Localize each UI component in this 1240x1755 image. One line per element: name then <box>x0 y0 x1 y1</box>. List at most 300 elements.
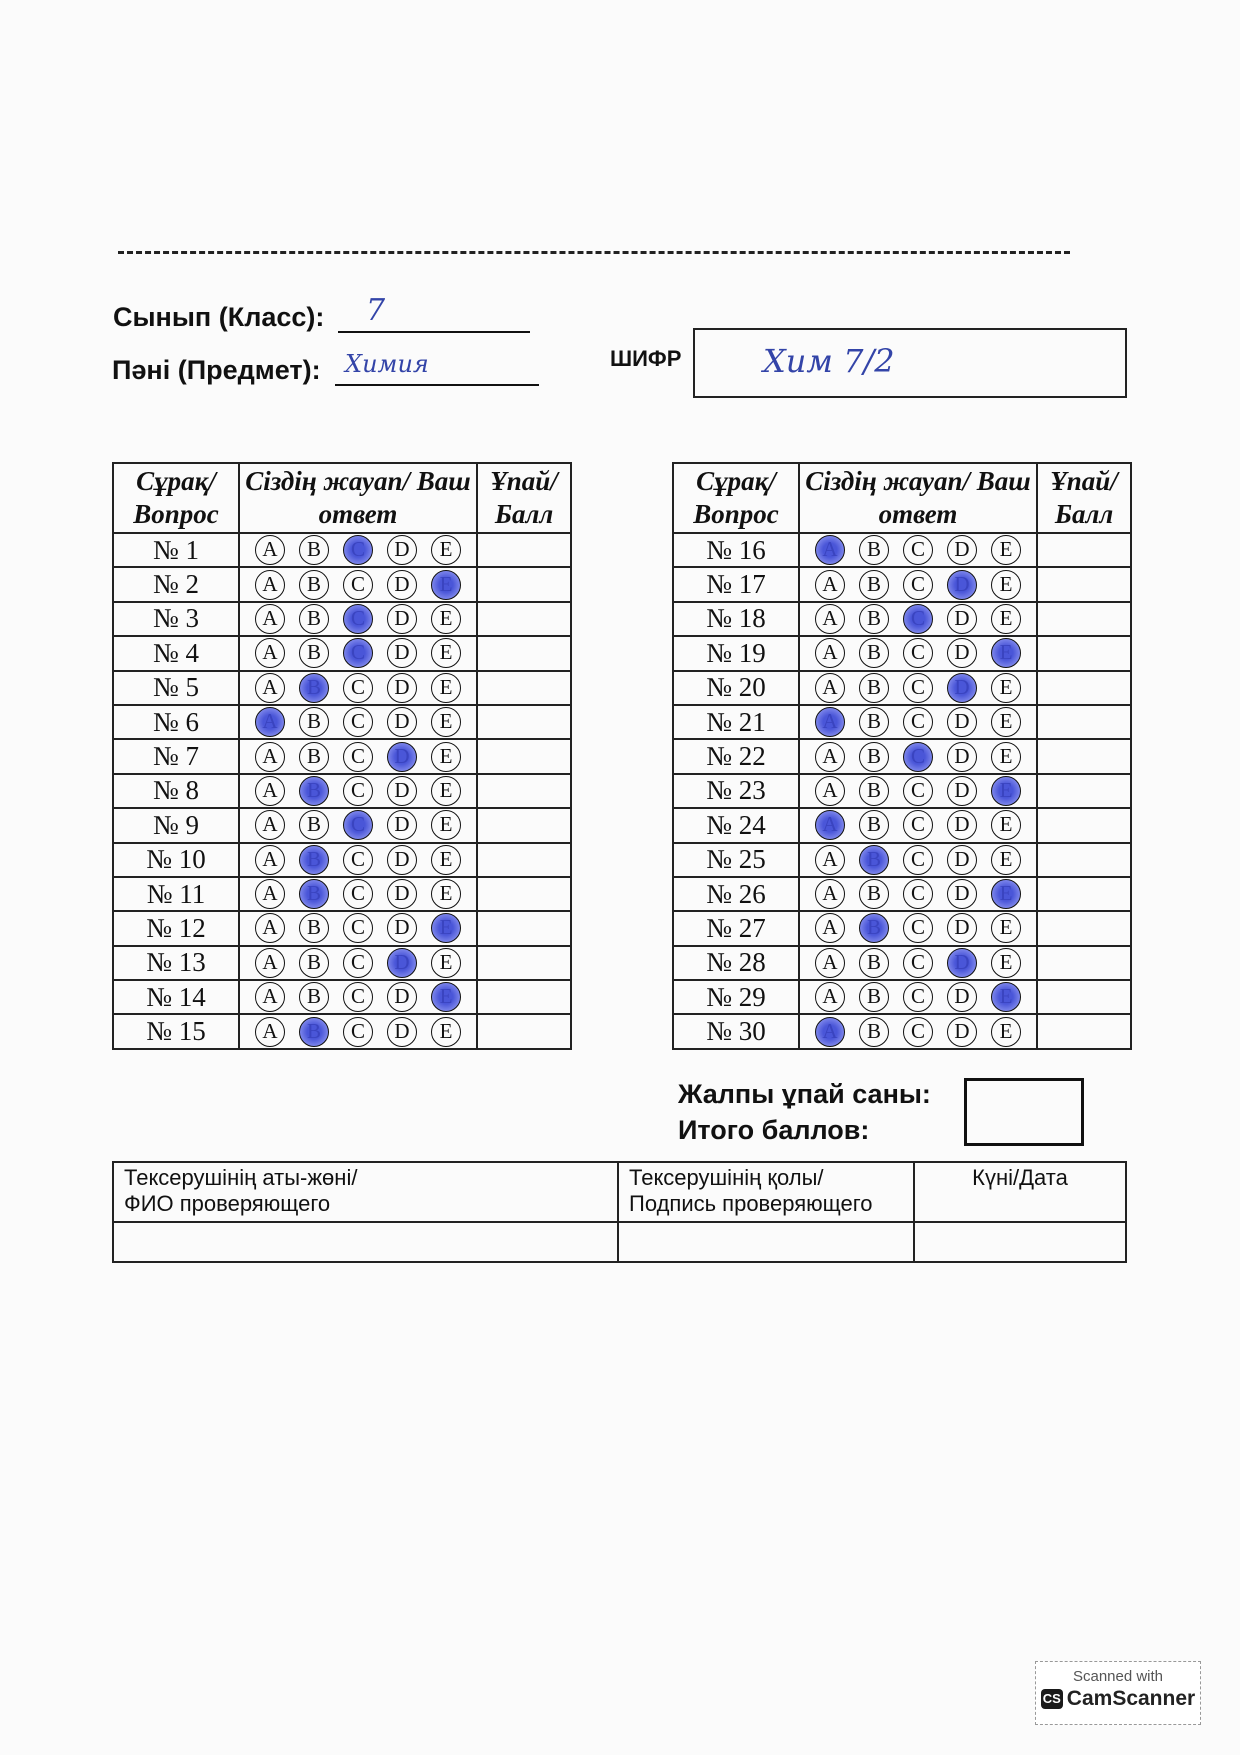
answer-options <box>799 1014 1037 1048</box>
answer-options <box>799 705 1037 739</box>
option-bubble-c[interactable]: C <box>343 913 373 943</box>
question-row <box>673 636 1131 670</box>
question-row <box>673 1014 1131 1048</box>
option-bubble-e[interactable]: E <box>991 776 1021 806</box>
option-bubble-e[interactable]: E <box>991 879 1021 909</box>
question-row <box>673 843 1131 877</box>
option-bubble-a[interactable]: A <box>255 948 285 978</box>
option-bubble-b[interactable]: B <box>299 810 329 840</box>
watermark-line1: Scanned with <box>1072 1668 1164 1685</box>
option-bubble-a[interactable]: A <box>815 742 845 772</box>
date-header: Күні/Дата <box>914 1162 1126 1222</box>
option-bubble-a[interactable]: A <box>255 845 285 875</box>
score-cell[interactable] <box>1037 774 1131 808</box>
score-cell[interactable] <box>477 567 571 601</box>
total-label-ru: Итого баллов: <box>678 1115 870 1145</box>
score-cell[interactable] <box>477 636 571 670</box>
answer-options <box>239 980 477 1014</box>
option-bubble-b[interactable]: B <box>299 982 329 1012</box>
option-bubble-b[interactable]: B <box>299 638 329 668</box>
question-number: № 29 <box>673 980 799 1014</box>
option-bubble-d[interactable]: D <box>387 604 417 634</box>
watermark-line2-wrap <box>1036 1687 1200 1711</box>
answer-options <box>239 808 477 842</box>
option-bubble-d[interactable]: D <box>387 1017 417 1047</box>
answer-options <box>239 911 477 945</box>
date-field[interactable] <box>914 1222 1126 1262</box>
option-bubble-e[interactable]: E <box>431 913 461 943</box>
answer-options <box>239 774 477 808</box>
score-cell[interactable] <box>1037 808 1131 842</box>
option-bubble-a[interactable]: A <box>255 604 285 634</box>
option-bubble-b[interactable]: B <box>859 879 889 909</box>
question-row <box>673 739 1131 773</box>
option-bubble-d[interactable]: D <box>947 913 977 943</box>
option-bubble-d[interactable]: D <box>947 776 977 806</box>
option-bubble-d[interactable]: D <box>947 570 977 600</box>
option-bubble-b[interactable]: B <box>299 673 329 703</box>
option-bubble-c[interactable]: C <box>903 742 933 772</box>
question-row <box>113 1014 571 1048</box>
option-bubble-b[interactable]: B <box>859 845 889 875</box>
option-bubble-c[interactable]: C <box>343 879 373 909</box>
option-bubble-c[interactable]: C <box>903 948 933 978</box>
question-number: № 1 <box>113 533 239 567</box>
option-bubble-e[interactable]: E <box>431 810 461 840</box>
cipher-box[interactable] <box>693 328 1127 398</box>
option-bubble-e[interactable]: E <box>431 776 461 806</box>
option-bubble-c[interactable]: C <box>343 535 373 565</box>
answer-options <box>239 636 477 670</box>
question-row <box>113 877 571 911</box>
question-row <box>673 602 1131 636</box>
option-bubble-e[interactable]: E <box>991 638 1021 668</box>
option-bubble-c[interactable]: C <box>903 673 933 703</box>
reviewer-table <box>112 1161 1127 1263</box>
reviewer-name-header-ru: ФИО проверяющего <box>124 1191 331 1216</box>
option-bubble-c[interactable]: C <box>903 535 933 565</box>
option-bubble-d[interactable]: D <box>387 707 417 737</box>
question-number: № 30 <box>673 1014 799 1048</box>
score-cell[interactable] <box>1037 946 1131 980</box>
score-cell[interactable] <box>1037 671 1131 705</box>
option-bubble-e[interactable]: E <box>431 604 461 634</box>
option-bubble-e[interactable]: E <box>991 707 1021 737</box>
option-bubble-b[interactable]: B <box>859 742 889 772</box>
question-row <box>113 946 571 980</box>
answer-options <box>799 911 1037 945</box>
option-bubble-a[interactable]: A <box>815 776 845 806</box>
score-cell[interactable] <box>477 911 571 945</box>
option-bubble-d[interactable]: D <box>387 845 417 875</box>
option-bubble-d[interactable]: D <box>947 535 977 565</box>
option-bubble-b[interactable]: B <box>859 707 889 737</box>
option-bubble-c[interactable]: C <box>903 982 933 1012</box>
option-bubble-c[interactable]: C <box>343 948 373 978</box>
option-bubble-a[interactable]: A <box>255 535 285 565</box>
score-cell[interactable] <box>1037 636 1131 670</box>
option-bubble-e[interactable]: E <box>991 948 1021 978</box>
cipher-value: Хим 7/2 <box>763 342 895 380</box>
score-cell[interactable] <box>477 774 571 808</box>
option-bubble-b[interactable]: B <box>859 810 889 840</box>
option-bubble-b[interactable]: B <box>859 673 889 703</box>
score-cell[interactable] <box>477 877 571 911</box>
reviewer-name-field[interactable] <box>113 1222 618 1262</box>
option-bubble-a[interactable]: A <box>255 638 285 668</box>
question-number: № 14 <box>113 980 239 1014</box>
question-row <box>113 636 571 670</box>
option-bubble-a[interactable]: A <box>815 879 845 909</box>
answer-options <box>799 602 1037 636</box>
option-bubble-d[interactable]: D <box>947 948 977 978</box>
question-number: № 8 <box>113 774 239 808</box>
option-bubble-c[interactable]: C <box>343 638 373 668</box>
option-bubble-a[interactable]: A <box>815 535 845 565</box>
option-bubble-d[interactable]: D <box>387 982 417 1012</box>
question-number: № 23 <box>673 774 799 808</box>
option-bubble-d[interactable]: D <box>387 776 417 806</box>
option-bubble-b[interactable]: B <box>299 707 329 737</box>
option-bubble-c[interactable]: C <box>343 570 373 600</box>
score-cell[interactable] <box>477 705 571 739</box>
option-bubble-b[interactable]: B <box>859 570 889 600</box>
class-label: Сынып (Класс): <box>113 302 325 332</box>
reviewer-signature-header-kz: Тексерушінің қолы/ <box>629 1165 824 1190</box>
question-row <box>113 671 571 705</box>
question-row <box>113 980 571 1014</box>
question-row <box>113 567 571 601</box>
option-bubble-a[interactable]: A <box>815 673 845 703</box>
question-row <box>673 567 1131 601</box>
option-bubble-a[interactable]: A <box>255 673 285 703</box>
total-score-box[interactable] <box>964 1078 1084 1146</box>
option-bubble-e[interactable]: E <box>991 845 1021 875</box>
score-cell[interactable] <box>1037 705 1131 739</box>
option-bubble-d[interactable]: D <box>387 879 417 909</box>
score-cell[interactable] <box>1037 877 1131 911</box>
subject-field[interactable] <box>335 350 539 386</box>
question-row <box>113 533 571 567</box>
class-field[interactable] <box>338 293 530 333</box>
reviewer-signature-header-ru: Подпись проверяющего <box>629 1191 873 1216</box>
answer-options <box>239 946 477 980</box>
cut-line <box>118 251 1070 254</box>
answer-options <box>799 671 1037 705</box>
answer-options <box>799 739 1037 773</box>
option-bubble-a[interactable]: A <box>815 570 845 600</box>
answer-options <box>239 671 477 705</box>
cipher-label: ШИФР <box>610 346 682 371</box>
answer-header: Сіздің жауап/ Ваш ответ <box>239 463 477 533</box>
option-bubble-d[interactable]: D <box>947 638 977 668</box>
answer-options <box>239 1014 477 1048</box>
option-bubble-b[interactable]: B <box>299 570 329 600</box>
option-bubble-c[interactable]: C <box>343 845 373 875</box>
answer-options <box>799 980 1037 1014</box>
question-row <box>673 671 1131 705</box>
option-bubble-e[interactable]: E <box>431 535 461 565</box>
option-bubble-a[interactable]: A <box>815 948 845 978</box>
option-bubble-d[interactable]: D <box>387 948 417 978</box>
question-row <box>673 911 1131 945</box>
camscanner-watermark <box>1035 1661 1201 1725</box>
question-header: Сұрақ/ Вопрос <box>673 463 799 533</box>
option-bubble-e[interactable]: E <box>431 948 461 978</box>
answer-options <box>239 533 477 567</box>
option-bubble-c[interactable]: C <box>343 673 373 703</box>
question-header: Сұрақ/ Вопрос <box>113 463 239 533</box>
option-bubble-d[interactable]: D <box>387 913 417 943</box>
option-bubble-e[interactable]: E <box>431 673 461 703</box>
option-bubble-b[interactable]: B <box>859 776 889 806</box>
question-number: № 28 <box>673 946 799 980</box>
question-number: № 18 <box>673 602 799 636</box>
option-bubble-a[interactable]: A <box>255 1017 285 1047</box>
question-row <box>673 533 1131 567</box>
score-header: Ұпай/ Балл <box>477 463 571 533</box>
answer-header: Сіздің жауап/ Ваш ответ <box>799 463 1037 533</box>
option-bubble-c[interactable]: C <box>343 707 373 737</box>
option-bubble-c[interactable]: C <box>343 776 373 806</box>
option-bubble-c[interactable]: C <box>343 1017 373 1047</box>
option-bubble-a[interactable]: A <box>815 982 845 1012</box>
option-bubble-d[interactable]: D <box>947 742 977 772</box>
option-bubble-c[interactable]: C <box>903 638 933 668</box>
option-bubble-c[interactable]: C <box>903 776 933 806</box>
option-bubble-e[interactable]: E <box>431 879 461 909</box>
question-row <box>113 843 571 877</box>
option-bubble-b[interactable]: B <box>859 1017 889 1047</box>
question-number: № 6 <box>113 705 239 739</box>
option-bubble-c[interactable]: C <box>903 879 933 909</box>
option-bubble-e[interactable]: E <box>991 570 1021 600</box>
total-label-kz: Жалпы ұпай саны: <box>678 1079 931 1109</box>
option-bubble-b[interactable]: B <box>299 1017 329 1047</box>
option-bubble-c[interactable]: C <box>903 604 933 634</box>
score-cell[interactable] <box>477 671 571 705</box>
option-bubble-b[interactable]: B <box>299 845 329 875</box>
option-bubble-c[interactable]: C <box>343 742 373 772</box>
score-cell[interactable] <box>1037 1014 1131 1048</box>
option-bubble-e[interactable]: E <box>431 742 461 772</box>
option-bubble-e[interactable]: E <box>991 535 1021 565</box>
question-number: № 10 <box>113 843 239 877</box>
option-bubble-a[interactable]: A <box>255 776 285 806</box>
question-number: № 7 <box>113 739 239 773</box>
option-bubble-d[interactable]: D <box>387 535 417 565</box>
option-bubble-e[interactable]: E <box>991 604 1021 634</box>
answer-options <box>239 739 477 773</box>
question-number: № 20 <box>673 671 799 705</box>
option-bubble-b[interactable]: B <box>859 638 889 668</box>
question-number: № 12 <box>113 911 239 945</box>
question-number: № 19 <box>673 636 799 670</box>
option-bubble-e[interactable]: E <box>991 673 1021 703</box>
score-cell[interactable] <box>1037 739 1131 773</box>
reviewer-name-header-kz: Тексерушінің аты-жөні/ <box>124 1165 358 1190</box>
option-bubble-c[interactable]: C <box>903 913 933 943</box>
answer-options <box>799 946 1037 980</box>
camscanner-logo-icon: CS <box>1041 1689 1063 1709</box>
option-bubble-e[interactable]: E <box>991 982 1021 1012</box>
answer-options <box>799 774 1037 808</box>
question-row <box>113 739 571 773</box>
option-bubble-b[interactable]: B <box>859 604 889 634</box>
option-bubble-b[interactable]: B <box>299 742 329 772</box>
question-row <box>673 774 1131 808</box>
answer-options <box>239 877 477 911</box>
option-bubble-d[interactable]: D <box>387 810 417 840</box>
option-bubble-d[interactable]: D <box>947 810 977 840</box>
option-bubble-e[interactable]: E <box>991 742 1021 772</box>
option-bubble-c[interactable]: C <box>903 570 933 600</box>
option-bubble-d[interactable]: D <box>947 707 977 737</box>
question-number: № 4 <box>113 636 239 670</box>
score-cell[interactable] <box>477 980 571 1014</box>
reviewer-signature-field[interactable] <box>618 1222 914 1262</box>
option-bubble-e[interactable]: E <box>991 913 1021 943</box>
option-bubble-a[interactable]: A <box>255 810 285 840</box>
option-bubble-a[interactable]: A <box>815 810 845 840</box>
option-bubble-b[interactable]: B <box>299 535 329 565</box>
question-number: № 17 <box>673 567 799 601</box>
option-bubble-a[interactable]: A <box>255 742 285 772</box>
reviewer-signature-header <box>618 1162 914 1222</box>
question-number: № 5 <box>113 671 239 705</box>
class-value: 7 <box>366 293 386 328</box>
option-bubble-b[interactable]: B <box>299 879 329 909</box>
option-bubble-d[interactable]: D <box>947 604 977 634</box>
option-bubble-a[interactable]: A <box>255 879 285 909</box>
answer-options <box>239 567 477 601</box>
option-bubble-b[interactable]: B <box>299 776 329 806</box>
option-bubble-c[interactable]: C <box>903 1017 933 1047</box>
option-bubble-e[interactable]: E <box>431 638 461 668</box>
question-row <box>113 774 571 808</box>
option-bubble-c[interactable]: C <box>903 810 933 840</box>
option-bubble-e[interactable]: E <box>991 1017 1021 1047</box>
option-bubble-d[interactable]: D <box>947 845 977 875</box>
option-bubble-b[interactable]: B <box>859 982 889 1012</box>
answer-options <box>799 636 1037 670</box>
option-bubble-b[interactable]: B <box>859 913 889 943</box>
option-bubble-c[interactable]: C <box>343 810 373 840</box>
option-bubble-c[interactable]: C <box>903 845 933 875</box>
score-cell[interactable] <box>477 739 571 773</box>
option-bubble-a[interactable]: A <box>255 913 285 943</box>
option-bubble-a[interactable]: A <box>255 707 285 737</box>
score-cell[interactable] <box>477 533 571 567</box>
option-bubble-e[interactable]: E <box>991 810 1021 840</box>
option-bubble-b[interactable]: B <box>859 948 889 978</box>
score-header: Ұпай/ Балл <box>1037 463 1131 533</box>
question-row <box>673 808 1131 842</box>
option-bubble-e[interactable]: E <box>431 845 461 875</box>
score-cell[interactable] <box>477 602 571 636</box>
option-bubble-a[interactable]: A <box>815 845 845 875</box>
score-cell[interactable] <box>1037 533 1131 567</box>
option-bubble-a[interactable]: A <box>815 707 845 737</box>
option-bubble-b[interactable]: B <box>859 535 889 565</box>
answer-options <box>799 567 1037 601</box>
option-bubble-b[interactable]: B <box>299 948 329 978</box>
subject-value: Химия <box>345 350 429 378</box>
option-bubble-c[interactable]: C <box>343 982 373 1012</box>
option-bubble-d[interactable]: D <box>387 742 417 772</box>
score-cell[interactable] <box>1037 567 1131 601</box>
option-bubble-d[interactable]: D <box>387 673 417 703</box>
answer-table-right <box>672 462 1132 1050</box>
option-bubble-a[interactable]: A <box>255 570 285 600</box>
option-bubble-e[interactable]: E <box>431 982 461 1012</box>
answer-options <box>239 705 477 739</box>
score-cell[interactable] <box>477 946 571 980</box>
answer-options <box>799 808 1037 842</box>
question-row <box>113 602 571 636</box>
option-bubble-e[interactable]: E <box>431 570 461 600</box>
question-row <box>673 705 1131 739</box>
reviewer-name-header <box>113 1162 618 1222</box>
question-row <box>673 946 1131 980</box>
option-bubble-d[interactable]: D <box>947 673 977 703</box>
question-number: № 9 <box>113 808 239 842</box>
option-bubble-a[interactable]: A <box>815 638 845 668</box>
question-number: № 24 <box>673 808 799 842</box>
option-bubble-a[interactable]: A <box>255 982 285 1012</box>
score-cell[interactable] <box>477 1014 571 1048</box>
answer-options <box>799 533 1037 567</box>
question-number: № 13 <box>113 946 239 980</box>
option-bubble-d[interactable]: D <box>947 1017 977 1047</box>
question-number: № 26 <box>673 877 799 911</box>
answer-options <box>239 843 477 877</box>
option-bubble-a[interactable]: A <box>815 604 845 634</box>
score-cell[interactable] <box>1037 843 1131 877</box>
option-bubble-e[interactable]: E <box>431 707 461 737</box>
answer-options <box>799 843 1037 877</box>
option-bubble-a[interactable]: A <box>815 913 845 943</box>
score-cell[interactable] <box>1037 911 1131 945</box>
score-cell[interactable] <box>1037 980 1131 1014</box>
option-bubble-c[interactable]: C <box>903 707 933 737</box>
question-number: № 2 <box>113 567 239 601</box>
answer-options <box>799 877 1037 911</box>
option-bubble-d[interactable]: D <box>947 879 977 909</box>
option-bubble-d[interactable]: D <box>947 982 977 1012</box>
score-cell[interactable] <box>1037 602 1131 636</box>
option-bubble-c[interactable]: C <box>343 604 373 634</box>
score-cell[interactable] <box>477 843 571 877</box>
question-row <box>113 808 571 842</box>
question-row <box>113 911 571 945</box>
answer-options <box>239 602 477 636</box>
question-number: № 22 <box>673 739 799 773</box>
question-number: № 25 <box>673 843 799 877</box>
option-bubble-d[interactable]: D <box>387 570 417 600</box>
question-number: № 27 <box>673 911 799 945</box>
option-bubble-b[interactable]: B <box>299 604 329 634</box>
option-bubble-d[interactable]: D <box>387 638 417 668</box>
option-bubble-e[interactable]: E <box>431 1017 461 1047</box>
question-number: № 21 <box>673 705 799 739</box>
score-cell[interactable] <box>477 808 571 842</box>
subject-label: Пәні (Предмет): <box>112 355 321 385</box>
question-row <box>673 980 1131 1014</box>
question-number: № 3 <box>113 602 239 636</box>
option-bubble-a[interactable]: A <box>815 1017 845 1047</box>
option-bubble-b[interactable]: B <box>299 913 329 943</box>
